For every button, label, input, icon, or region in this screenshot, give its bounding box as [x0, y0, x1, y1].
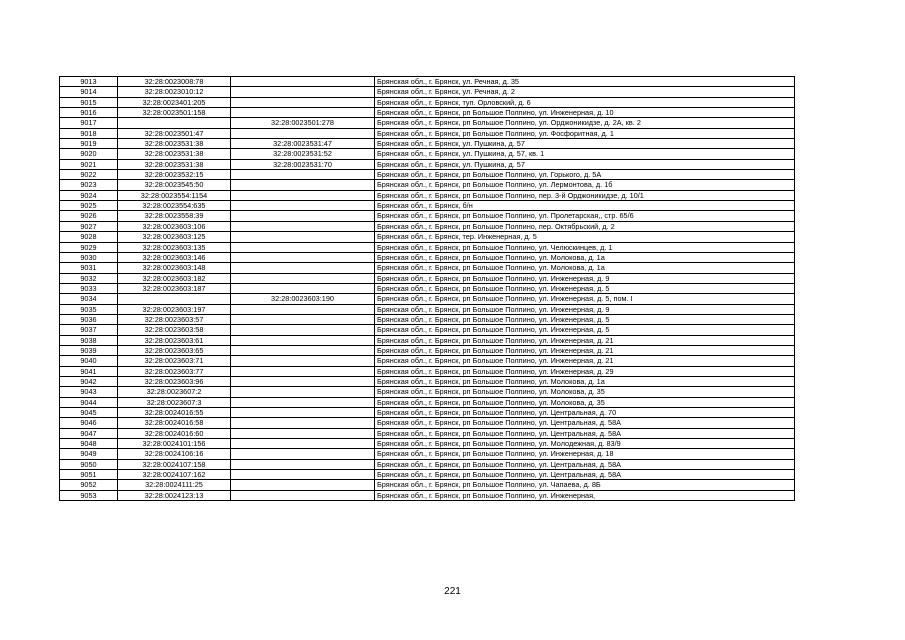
secondary-cadastral-number-cell	[231, 376, 375, 386]
address-cell: Брянская обл., г. Брянск, рп Большое Полпино, ул. Центральная, д. 58А	[375, 470, 795, 480]
cadastral-number-cell: 32:28:0023008:78	[118, 77, 231, 87]
table-row	[60, 325, 795, 335]
cadastral-number-cell: 32:28:0023603:106	[118, 221, 231, 231]
secondary-cadastral-number-cell	[231, 232, 375, 242]
secondary-cadastral-number-cell	[231, 439, 375, 449]
row-number-cell: 9045	[60, 408, 118, 418]
row-number-cell: 9046	[60, 418, 118, 428]
row-number-cell: 9030	[60, 252, 118, 262]
address-cell: Брянская обл., г. Брянск, тер. Инженерная, д. 5	[375, 232, 795, 242]
table-row	[60, 470, 795, 480]
row-number-cell: 9035	[60, 304, 118, 314]
address-cell: Брянская обл., г. Брянск, рп Большое Полпино, пер. 3-й Орджоникидзе, д. 10/1	[375, 190, 795, 200]
cadastral-number-cell: 32:28:0023603:148	[118, 263, 231, 273]
table-row	[60, 449, 795, 459]
table-row	[60, 97, 795, 107]
secondary-cadastral-number-cell	[231, 387, 375, 397]
row-number-cell: 9053	[60, 490, 118, 500]
table-row	[60, 294, 795, 304]
table-row	[60, 77, 795, 87]
table-row	[60, 304, 795, 314]
table-row	[60, 149, 795, 159]
address-cell: Брянская обл., г. Брянск, рп Большое Полпино, ул. Молокова, д. 1а	[375, 252, 795, 262]
address-cell: Брянская обл., г. Брянск, рп Большое Полпино, ул. Инженерная, д. 21	[375, 335, 795, 345]
row-number-cell: 9050	[60, 459, 118, 469]
cadastral-number-cell: 32:28:0024016:55	[118, 408, 231, 418]
address-cell: Брянская обл., г. Брянск, рп Большое Полпино, ул. Лермонтова, д. 1б	[375, 180, 795, 190]
address-cell: Брянская обл., г. Брянск, рп Большое Полпино, ул. Инженерная,	[375, 490, 795, 500]
secondary-cadastral-number-cell	[231, 366, 375, 376]
row-number-cell: 9042	[60, 376, 118, 386]
table-row	[60, 139, 795, 149]
cadastral-number-cell	[118, 294, 231, 304]
cadastral-number-cell: 32:28:0023603:135	[118, 242, 231, 252]
table-row	[60, 459, 795, 469]
secondary-cadastral-number-cell	[231, 408, 375, 418]
secondary-cadastral-number-cell	[231, 201, 375, 211]
table-row	[60, 190, 795, 200]
address-cell: Брянская обл., г. Брянск, рп Большое Полпино, ул. Инженерная, д. 21	[375, 345, 795, 355]
table-row	[60, 242, 795, 252]
row-number-cell: 9027	[60, 221, 118, 231]
table-row	[60, 87, 795, 97]
cadastral-number-cell: 32:28:0024106:16	[118, 449, 231, 459]
table-row	[60, 366, 795, 376]
secondary-cadastral-number-cell	[231, 345, 375, 355]
row-number-cell: 9038	[60, 335, 118, 345]
cadastral-number-cell: 32:28:0024107:158	[118, 459, 231, 469]
secondary-cadastral-number-cell: 32:28:0023531:70	[231, 159, 375, 169]
table-row	[60, 211, 795, 221]
secondary-cadastral-number-cell	[231, 97, 375, 107]
table-row	[60, 201, 795, 211]
address-cell: Брянская обл., г. Брянск, рп Большое Полпино, ул. Инженерная, д. 5	[375, 325, 795, 335]
table-row	[60, 439, 795, 449]
secondary-cadastral-number-cell	[231, 480, 375, 490]
address-cell: Брянская обл., г. Брянск, рп Большое Полпино, ул. Инженерная, д. 29	[375, 366, 795, 376]
row-number-cell: 9033	[60, 283, 118, 293]
row-number-cell: 9022	[60, 170, 118, 180]
table-row	[60, 387, 795, 397]
address-cell: Брянская обл., г. Брянск, рп Большое Полпино, ул. Молокова, д. 35	[375, 387, 795, 397]
property-registry-table	[59, 76, 795, 501]
row-number-cell: 9028	[60, 232, 118, 242]
row-number-cell: 9019	[60, 139, 118, 149]
table-row	[60, 408, 795, 418]
address-cell: Брянская обл., г. Брянск, б/н	[375, 201, 795, 211]
secondary-cadastral-number-cell	[231, 325, 375, 335]
secondary-cadastral-number-cell	[231, 211, 375, 221]
registry-table-body	[60, 77, 795, 501]
row-number-cell: 9048	[60, 439, 118, 449]
cadastral-number-cell: 32:28:0023603:61	[118, 335, 231, 345]
row-number-cell: 9036	[60, 314, 118, 324]
cadastral-number-cell: 32:28:0024107:162	[118, 470, 231, 480]
secondary-cadastral-number-cell: 32:28:0023603:190	[231, 294, 375, 304]
secondary-cadastral-number-cell	[231, 252, 375, 262]
cadastral-number-cell: 32:28:0023603:65	[118, 345, 231, 355]
row-number-cell: 9041	[60, 366, 118, 376]
secondary-cadastral-number-cell	[231, 242, 375, 252]
cadastral-number-cell: 32:28:0023401:205	[118, 97, 231, 107]
address-cell: Брянская обл., г. Брянск, рп Большое Полпино, ул. Центральная, д. 58А	[375, 418, 795, 428]
address-cell: Брянская обл., г. Брянск, рп Большое Полпино, ул. Чапаева, д. 8Б	[375, 480, 795, 490]
address-cell: Брянская обл., г. Брянск, рп Большое Полпино, ул. Пролетарская,, стр. 65/6	[375, 211, 795, 221]
table-row	[60, 335, 795, 345]
table-row	[60, 232, 795, 242]
table-row	[60, 170, 795, 180]
table-row	[60, 397, 795, 407]
secondary-cadastral-number-cell: 32:28:0023531:47	[231, 139, 375, 149]
row-number-cell: 9034	[60, 294, 118, 304]
secondary-cadastral-number-cell	[231, 335, 375, 345]
address-cell: Брянская обл., г. Брянск, рп Большое Полпино, ул. Молодежная, д. 83/9	[375, 439, 795, 449]
cadastral-number-cell: 32:28:0023554:635	[118, 201, 231, 211]
address-cell: Брянская обл., г. Брянск, рп Большое Полпино, ул. Орджоникидзе, д. 2А, кв. 2	[375, 118, 795, 128]
address-cell: Брянская обл., г. Брянск, рп Большое Полпино, ул. Горького, д. 5А	[375, 170, 795, 180]
row-number-cell: 9015	[60, 97, 118, 107]
row-number-cell: 9029	[60, 242, 118, 252]
cadastral-number-cell: 32:28:0023545:50	[118, 180, 231, 190]
row-number-cell: 9044	[60, 397, 118, 407]
cadastral-number-cell: 32:28:0023554:1154	[118, 190, 231, 200]
address-cell: Брянская обл., г. Брянск, ул. Речная, д. 2	[375, 87, 795, 97]
table-row	[60, 159, 795, 169]
address-cell: Брянская обл., г. Брянск, рп Большое Полпино, ул. Инженерная, д. 21	[375, 356, 795, 366]
table-row	[60, 283, 795, 293]
cadastral-number-cell: 32:28:0023501:158	[118, 108, 231, 118]
table-row	[60, 180, 795, 190]
cadastral-number-cell: 32:28:0023603:71	[118, 356, 231, 366]
table-row	[60, 314, 795, 324]
cadastral-number-cell: 32:28:0023531:38	[118, 159, 231, 169]
row-number-cell: 9020	[60, 149, 118, 159]
row-number-cell: 9013	[60, 77, 118, 87]
row-number-cell: 9017	[60, 118, 118, 128]
cadastral-number-cell: 32:28:0024016:58	[118, 418, 231, 428]
table-row	[60, 118, 795, 128]
table-row	[60, 221, 795, 231]
row-number-cell: 9051	[60, 470, 118, 480]
row-number-cell: 9023	[60, 180, 118, 190]
row-number-cell: 9018	[60, 128, 118, 138]
secondary-cadastral-number-cell	[231, 449, 375, 459]
secondary-cadastral-number-cell	[231, 470, 375, 480]
address-cell: Брянская обл., г. Брянск, ул. Пушкина, д. 57	[375, 159, 795, 169]
cadastral-number-cell: 32:28:0023607:3	[118, 397, 231, 407]
cadastral-number-cell: 32:28:0023603:96	[118, 376, 231, 386]
row-number-cell: 9047	[60, 428, 118, 438]
cadastral-number-cell: 32:28:0023532:15	[118, 170, 231, 180]
cadastral-number-cell: 32:28:0024123:13	[118, 490, 231, 500]
table-row	[60, 490, 795, 500]
address-cell: Брянская обл., г. Брянск, рп Большое Полпино, ул. Инженерная, д. 5	[375, 283, 795, 293]
table-row	[60, 252, 795, 262]
cadastral-number-cell: 32:28:0024016:60	[118, 428, 231, 438]
cadastral-number-cell: 32:28:0023603:197	[118, 304, 231, 314]
secondary-cadastral-number-cell: 32:28:0023531:52	[231, 149, 375, 159]
secondary-cadastral-number-cell	[231, 490, 375, 500]
cadastral-number-cell: 32:28:0023010:12	[118, 87, 231, 97]
secondary-cadastral-number-cell	[231, 108, 375, 118]
secondary-cadastral-number-cell	[231, 304, 375, 314]
row-number-cell: 9052	[60, 480, 118, 490]
row-number-cell: 9039	[60, 345, 118, 355]
cadastral-number-cell: 32:28:0023603:58	[118, 325, 231, 335]
address-cell: Брянская обл., г. Брянск, рп Большое Полпино, пер. Октябрьский, д. 2	[375, 221, 795, 231]
cadastral-number-cell: 32:28:0023531:38	[118, 139, 231, 149]
row-number-cell: 9037	[60, 325, 118, 335]
table-row	[60, 480, 795, 490]
secondary-cadastral-number-cell: 32:28:0023501:278	[231, 118, 375, 128]
address-cell: Брянская обл., г. Брянск, рп Большое Полпино, ул. Молокова, д. 35	[375, 397, 795, 407]
address-cell: Брянская обл., г. Брянск, рп Большое Полпино, ул. Инженерная, д. 9	[375, 304, 795, 314]
cadastral-number-cell: 32:28:0023531:38	[118, 149, 231, 159]
row-number-cell: 9049	[60, 449, 118, 459]
secondary-cadastral-number-cell	[231, 283, 375, 293]
secondary-cadastral-number-cell	[231, 459, 375, 469]
page-number: 221	[444, 586, 461, 597]
secondary-cadastral-number-cell	[231, 87, 375, 97]
secondary-cadastral-number-cell	[231, 180, 375, 190]
address-cell: Брянская обл., г. Брянск, рп Большое Полпино, ул. Инженерная, д. 5, пом. I	[375, 294, 795, 304]
row-number-cell: 9032	[60, 273, 118, 283]
secondary-cadastral-number-cell	[231, 128, 375, 138]
address-cell: Брянская обл., г. Брянск, рп Большое Полпино, ул. Молокова, д. 1а	[375, 263, 795, 273]
address-cell: Брянская обл., г. Брянск, рп Большое Полпино, ул. Инженерная, д. 10	[375, 108, 795, 118]
cadastral-number-cell: 32:28:0024101:156	[118, 439, 231, 449]
secondary-cadastral-number-cell	[231, 397, 375, 407]
cadastral-number-cell: 32:28:0023558:39	[118, 211, 231, 221]
table-row	[60, 376, 795, 386]
secondary-cadastral-number-cell	[231, 418, 375, 428]
address-cell: Брянская обл., г. Брянск, рп Большое Полпино, ул. Инженерная, д. 18	[375, 449, 795, 459]
row-number-cell: 9043	[60, 387, 118, 397]
secondary-cadastral-number-cell	[231, 263, 375, 273]
row-number-cell: 9031	[60, 263, 118, 273]
table-row	[60, 428, 795, 438]
address-cell: Брянская обл., г. Брянск, рп Большое Полпино, ул. Челюскинцев, д. 1	[375, 242, 795, 252]
address-cell: Брянская обл., г. Брянск, рп Большое Полпино, ул. Инженерная, д. 5	[375, 314, 795, 324]
row-number-cell: 9016	[60, 108, 118, 118]
row-number-cell: 9024	[60, 190, 118, 200]
secondary-cadastral-number-cell	[231, 314, 375, 324]
address-cell: Брянская обл., г. Брянск, туп. Орловский, д. 6	[375, 97, 795, 107]
row-number-cell: 9021	[60, 159, 118, 169]
table-row	[60, 273, 795, 283]
cadastral-number-cell: 32:28:0024111:25	[118, 480, 231, 490]
secondary-cadastral-number-cell	[231, 221, 375, 231]
address-cell: Брянская обл., г. Брянск, рп Большое Полпино, ул. Центральная, д. 58А	[375, 428, 795, 438]
address-cell: Брянская обл., г. Брянск, ул. Пушкина, д. 57, кв. 1	[375, 149, 795, 159]
table-row	[60, 263, 795, 273]
table-row	[60, 108, 795, 118]
address-cell: Брянская обл., г. Брянск, рп Большое Полпино, ул. Центральная, д. 58А	[375, 459, 795, 469]
secondary-cadastral-number-cell	[231, 170, 375, 180]
address-cell: Брянская обл., г. Брянск, рп Большое Полпино, ул. Центральная, д. 70	[375, 408, 795, 418]
secondary-cadastral-number-cell	[231, 190, 375, 200]
row-number-cell: 9026	[60, 211, 118, 221]
address-cell: Брянская обл., г. Брянск, ул. Речная, д. 35	[375, 77, 795, 87]
address-cell: Брянская обл., г. Брянск, рп Большое Полпино, ул. Молокова, д. 1а	[375, 376, 795, 386]
cadastral-number-cell: 32:28:0023603:125	[118, 232, 231, 242]
cadastral-number-cell: 32:28:0023603:182	[118, 273, 231, 283]
cadastral-number-cell: 32:28:0023603:57	[118, 314, 231, 324]
address-cell: Брянская обл., г. Брянск, ул. Пушкина, д. 57	[375, 139, 795, 149]
secondary-cadastral-number-cell	[231, 428, 375, 438]
secondary-cadastral-number-cell	[231, 77, 375, 87]
table-row	[60, 418, 795, 428]
table-row	[60, 345, 795, 355]
secondary-cadastral-number-cell	[231, 273, 375, 283]
cadastral-number-cell: 32:28:0023603:187	[118, 283, 231, 293]
cadastral-number-cell	[118, 118, 231, 128]
address-cell: Брянская обл., г. Брянск, рп Большое Полпино, ул. Инженерная, д. 9	[375, 273, 795, 283]
table-row	[60, 356, 795, 366]
cadastral-number-cell: 32:28:0023603:77	[118, 366, 231, 376]
cadastral-number-cell: 32:28:0023607:2	[118, 387, 231, 397]
address-cell: Брянская обл., г. Брянск, рп Большое Полпино, ул. Фосфоритная, д. 1	[375, 128, 795, 138]
secondary-cadastral-number-cell	[231, 356, 375, 366]
cadastral-number-cell: 32:28:0023603:146	[118, 252, 231, 262]
cadastral-number-cell: 32:28:0023501:47	[118, 128, 231, 138]
row-number-cell: 9040	[60, 356, 118, 366]
row-number-cell: 9025	[60, 201, 118, 211]
row-number-cell: 9014	[60, 87, 118, 97]
table-row	[60, 128, 795, 138]
